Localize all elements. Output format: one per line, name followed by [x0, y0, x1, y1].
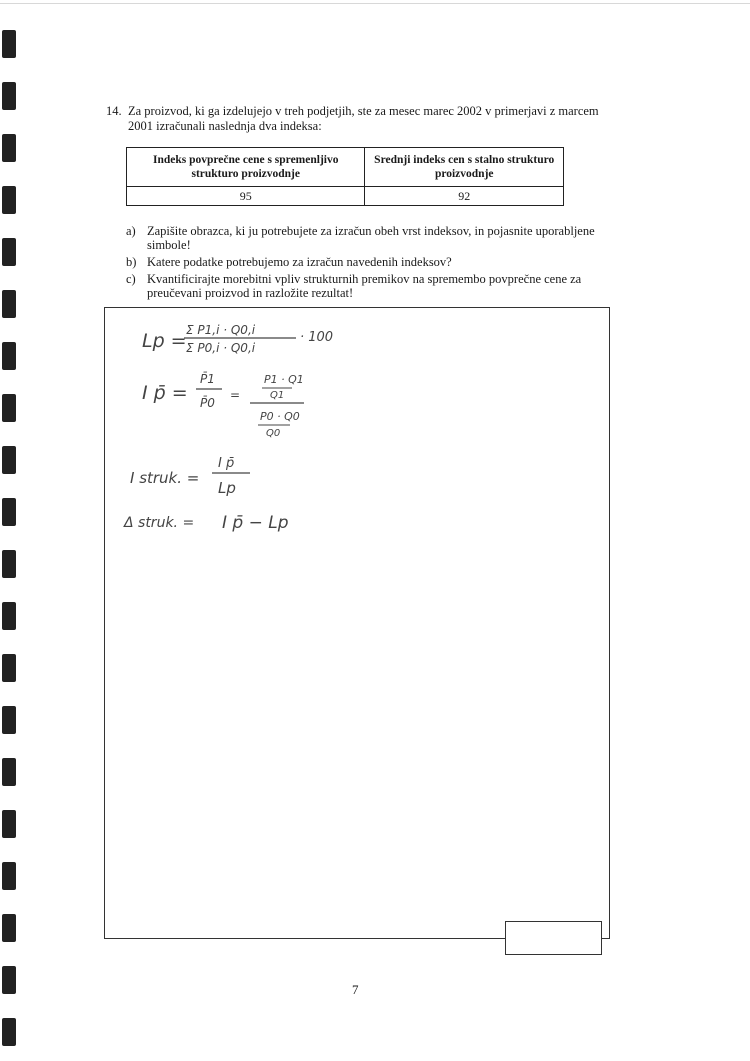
binding-hole	[2, 1018, 16, 1046]
index-table-header: Srednji indeks cen s stalno strukturo proizvodnje	[365, 148, 564, 187]
subquestion-text: Katere podatke potrebujemo za izračun navedenih indeksov?	[147, 255, 452, 269]
hw-ip-frac1-den: P̄0	[200, 396, 215, 410]
binding-hole	[2, 238, 16, 266]
subquestion-list	[126, 224, 616, 303]
binding-hole	[2, 30, 16, 58]
hw-lp-factor: · 100	[300, 330, 334, 345]
top-rule	[0, 3, 750, 4]
subquestion-item	[126, 272, 616, 300]
binding-hole	[2, 706, 16, 734]
hw-istruk-denominator: Lp	[218, 479, 236, 497]
subquestion-label: c)	[126, 272, 136, 286]
binding-hole	[2, 446, 16, 474]
binding-hole	[2, 862, 16, 890]
binding-hole	[2, 186, 16, 214]
binding-strip	[0, 0, 22, 1061]
binding-hole	[2, 758, 16, 786]
score-box	[505, 921, 602, 955]
binding-hole	[2, 602, 16, 630]
hw-ip-frac2-num-den: Q1	[270, 390, 285, 401]
hw-ip-label: I p̄ =	[142, 382, 188, 404]
question-text: Za proizvod, ki ga izdelujejo v treh podjetjih, ste za mesec marec 2002 v primerjavi z marcem 2001 izračunali naslednja dva indeksa:	[128, 104, 599, 133]
subquestion-text: Zapišite obrazca, ki ju potrebujete za izračun obeh vrst indeksov, in pojasnite uporabljene simbole!	[147, 224, 595, 252]
binding-hole	[2, 82, 16, 110]
subquestion-item	[126, 255, 616, 269]
binding-hole	[2, 810, 16, 838]
binding-hole	[2, 654, 16, 682]
subquestion-label: a)	[126, 224, 136, 238]
hw-ip-frac2-den: P0 · Q0	[260, 410, 300, 423]
subquestion-label: b)	[126, 255, 137, 269]
hw-lp-label: Lp =	[142, 330, 187, 352]
hw-lp-denominator: Σ P0,i · Q0,i	[186, 341, 256, 355]
subquestion-item	[126, 224, 616, 252]
subquestion-text: Kvantificirajte morebitni vpliv strukturnih premikov na spremembo povprečne cene za preučevani proizvod in razložite rezultat!	[147, 272, 582, 300]
binding-hole	[2, 290, 16, 318]
binding-hole	[2, 966, 16, 994]
hw-delta-right: I p̄ − Lp	[222, 513, 289, 533]
hw-ip-frac1-num: P̄1	[200, 372, 215, 386]
index-table-value: 92	[365, 187, 564, 206]
svg-text:=: =	[230, 388, 241, 402]
question-number: 14.	[106, 104, 122, 118]
hw-istruk-numerator: I p̄	[218, 456, 235, 471]
hw-istruk-label: I struk. =	[130, 469, 200, 487]
index-table	[126, 147, 564, 206]
index-table-header: Indeks povprečne cene s spremenljivo strukturo proizvodnje	[127, 148, 365, 187]
index-table-value: 95	[127, 187, 365, 206]
binding-hole	[2, 498, 16, 526]
hw-ip-frac2-den-den: Q0	[266, 428, 281, 439]
binding-hole	[2, 342, 16, 370]
binding-hole	[2, 914, 16, 942]
page-number: 7	[352, 982, 359, 997]
hw-ip-frac2-num: P1 · Q1	[264, 373, 304, 386]
hw-delta-label: Δ struk. =	[124, 515, 195, 531]
binding-hole	[2, 550, 16, 578]
hw-lp-numerator: Σ P1,i · Q0,i	[186, 323, 256, 337]
binding-hole	[2, 394, 16, 422]
handwritten-answer	[104, 307, 610, 547]
binding-hole	[2, 134, 16, 162]
